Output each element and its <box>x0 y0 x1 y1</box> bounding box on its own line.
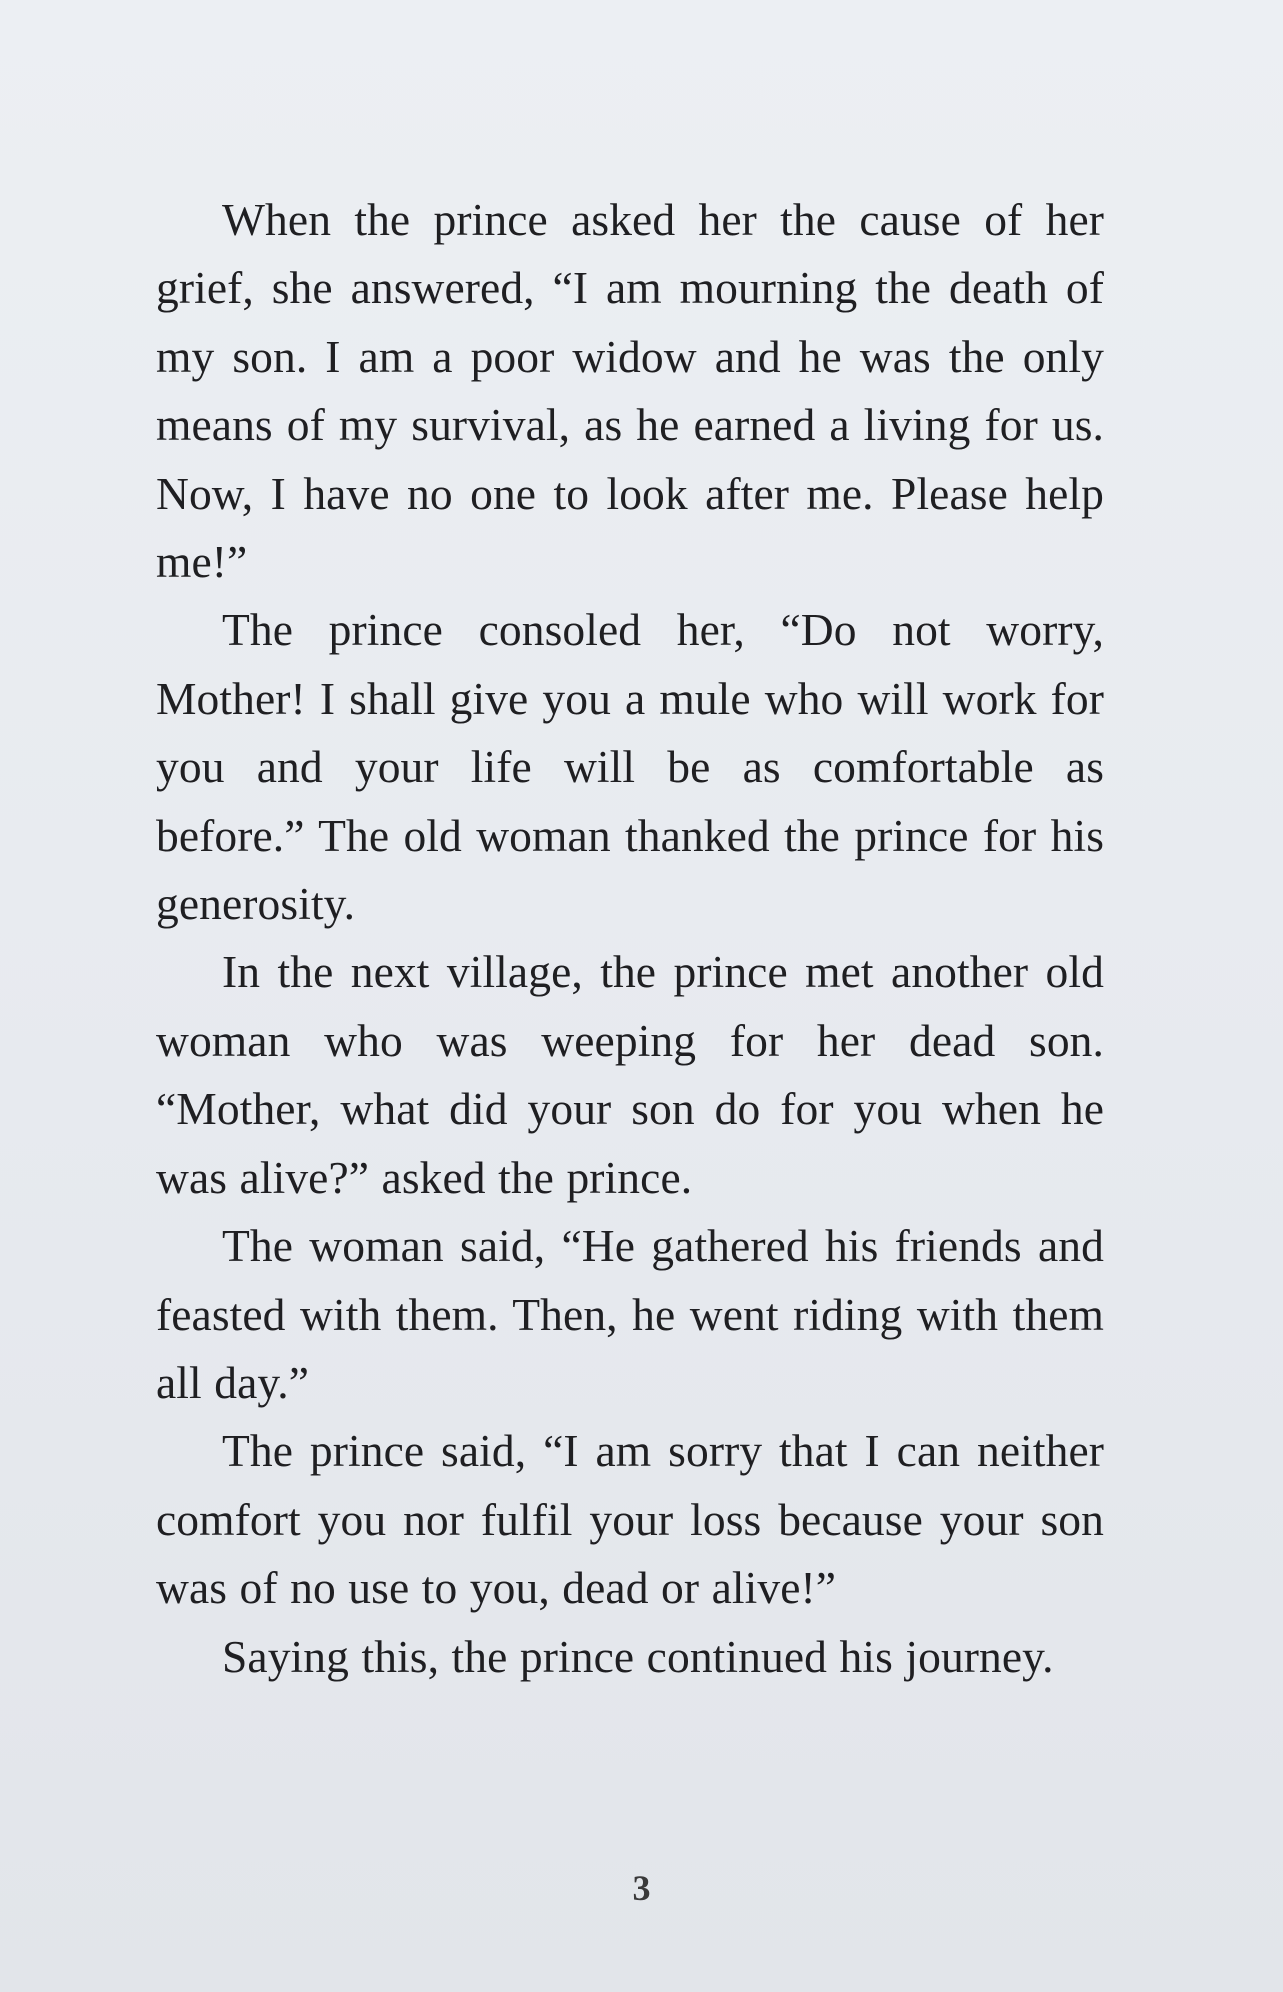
paragraph-2: The prince consoled her, “Do not worry, Mother! I shall give you a mule who will work for you and your life will be as comfortable as before.” The old woman thanked the prince for his generosity. <box>156 604 1104 930</box>
paragraph-1: When the prince asked her the cause of her grief, she answered, “I am mourning the death of my son. I am a poor widow and he was the only means of my survival, as he earned a living for us. Now, I have no one to look after me. Please help me!” <box>156 194 1104 588</box>
paragraph-6: Saying this, the prince continued his journey. <box>222 1630 1054 1682</box>
paragraph-3: In the next village, the prince met another old woman who was weeping for her dead son. “Mother, what did your son do for you when he was alive?” asked the prince. <box>156 946 1104 1203</box>
page-number: 3 <box>632 1868 651 1908</box>
story-text <box>156 186 1104 1691</box>
paragraph-5: The prince said, “I am sorry that I can neither comfort you nor fulfil your loss because your son was of no use to you, dead or alive!” <box>156 1425 1104 1614</box>
paragraph-4: The woman said, “He gathered his friends and feasted with them. Then, he went riding with them all day.” <box>156 1220 1104 1408</box>
